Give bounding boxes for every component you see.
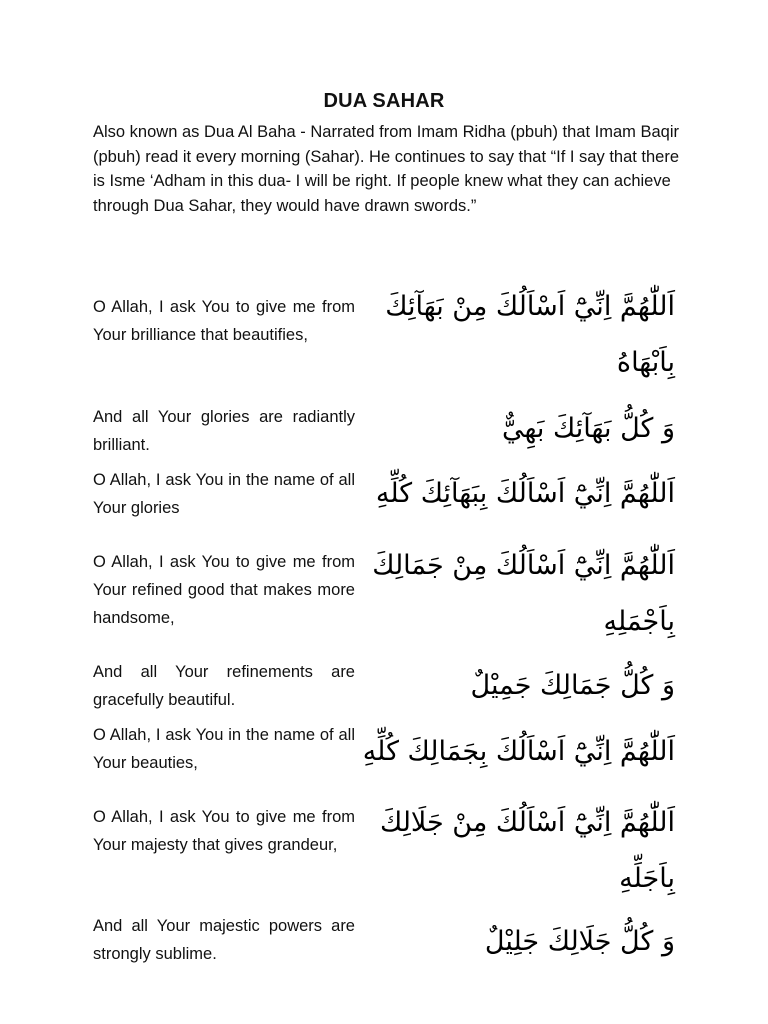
- verse-english: And all Your majestic powers are strongly sublime.: [93, 917, 355, 963]
- verse-arabic-line: اَللّٰهُمَّ اِنِّيْٓ اَسْاَلُكَ مِنْ جَلَالِكَ: [379, 807, 675, 838]
- verse-arabic-line: وَ كُلُّ جَمَالِكَ جَمِيْلٌ: [470, 670, 675, 701]
- verse-arabic: [345, 795, 675, 907]
- intro-paragraph: Also known as Dua Al Baha - Narrated from Imam Ridha (pbuh) that Imam Baqir (pbuh) read it every morning (Sahar). He continues to say that “If I say that there is Isme ‘Adham in this dua- I will be right. If people knew what they can achieve through Dua Sahar, they would have drawn swords.”: [93, 123, 680, 215]
- verse-arabic-line: بِاَجْمَلِهِ: [603, 606, 675, 637]
- verse-arabic-line: اَللّٰهُمَّ اِنِّيْٓ اَسْاَلُكَ بِبَهَآئِكَ كُلِّهِ: [375, 478, 675, 509]
- verse-arabic: [345, 658, 675, 714]
- verse-arabic: [345, 538, 675, 650]
- verse-english: And all Your refinements are gracefully beautiful.: [93, 663, 355, 709]
- verse-english: O Allah, I ask You to give me from Your brilliance that beautifies,: [93, 298, 355, 344]
- verse-arabic-line: وَ كُلُّ جَلَالِكَ جَلِيْلٌ: [484, 926, 675, 957]
- verse-english: And all Your glories are radiantly brilliant.: [93, 408, 355, 454]
- verse-arabic: [345, 914, 675, 970]
- verse-english: O Allah, I ask You in the name of all Your beauties,: [93, 726, 355, 772]
- page-title: DUA SAHAR: [323, 90, 445, 112]
- verse-english: O Allah, I ask You in the name of all Your glories: [93, 471, 355, 517]
- verse-arabic: [345, 724, 675, 780]
- verse-arabic-line: اَللّٰهُمَّ اِنِّيْٓ اَسْاَلُكَ بِجَمَالِكَ كُلِّهِ: [362, 736, 675, 767]
- verse-arabic-line: اَللّٰهُمَّ اِنِّيْٓ اَسْاَلُكَ مِنْ بَهَآئِكَ: [385, 291, 675, 322]
- verse-arabic-line: بِاَجَلِّهِ: [619, 863, 675, 894]
- verse-arabic-line: وَ كُلُّ بَهَآئِكَ بَهِيٌّ: [501, 413, 675, 444]
- verse-english: O Allah, I ask You to give me from Your refined good that makes more handsome,: [93, 553, 355, 627]
- verse-arabic-line: بِاَبْهَاهُ: [616, 347, 675, 378]
- verse-arabic: [345, 279, 675, 391]
- verse-arabic-line: اَللّٰهُمَّ اِنِّيْٓ اَسْاَلُكَ مِنْ جَمَالِكَ: [372, 550, 675, 581]
- verse-arabic: [345, 466, 675, 522]
- verse-english: O Allah, I ask You to give me from Your majesty that gives grandeur,: [93, 808, 355, 854]
- verse-arabic: [345, 401, 675, 457]
